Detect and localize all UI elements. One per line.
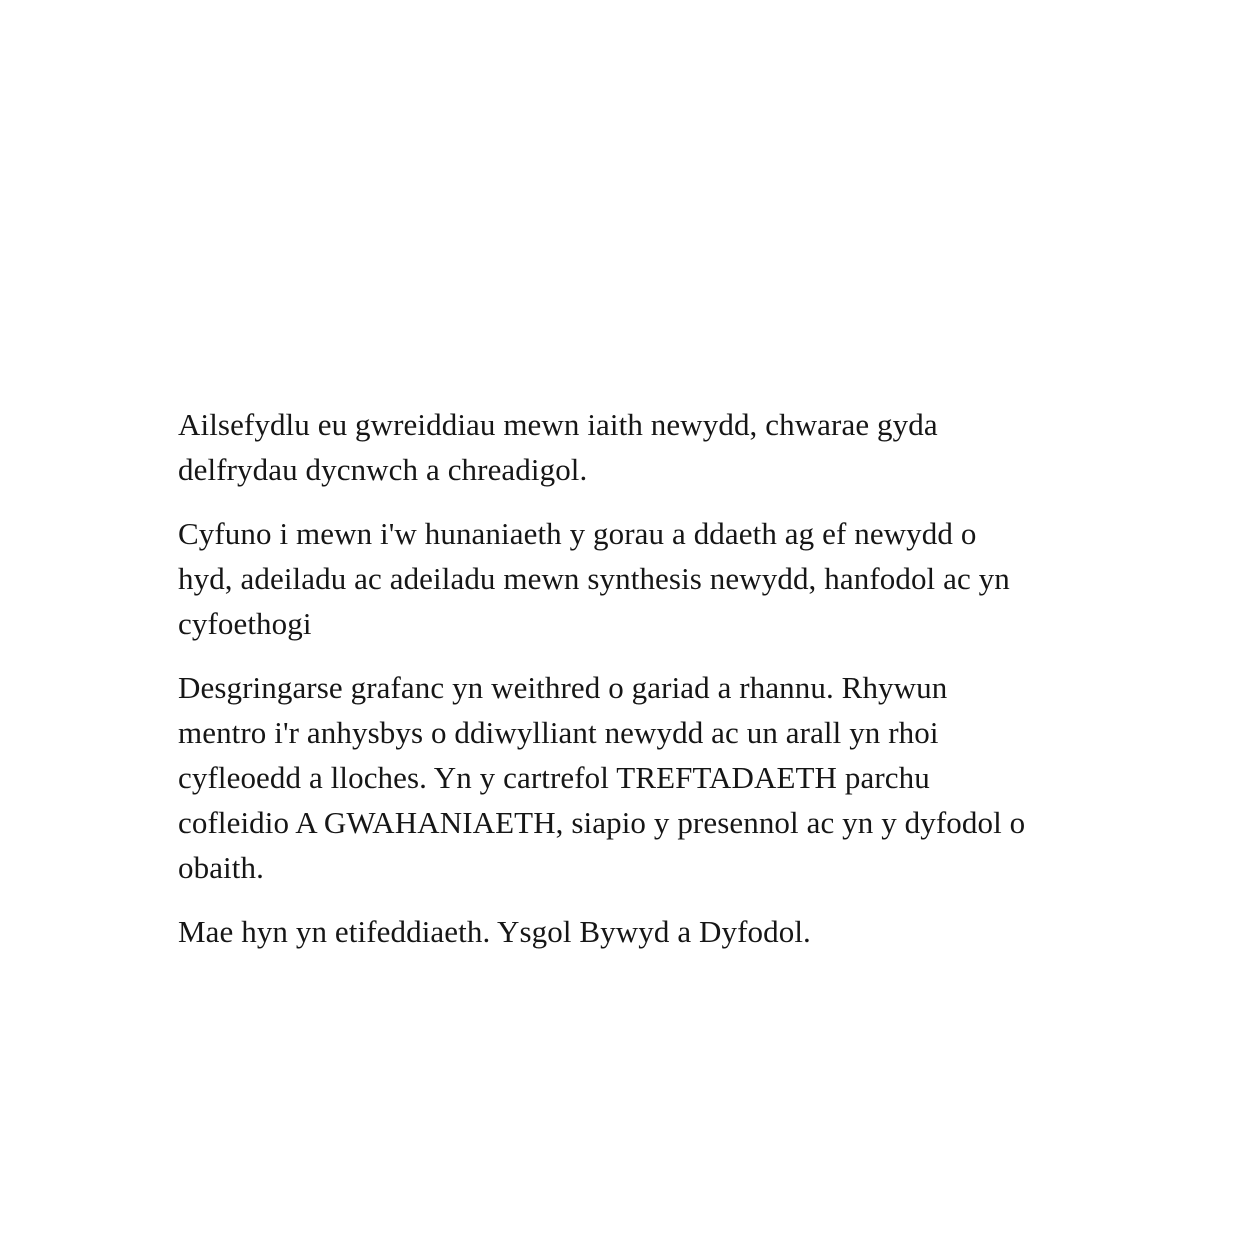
paragraph (178, 665, 1098, 890)
text-line: cyfoethogi (178, 606, 312, 641)
text-line: hyd, adeiladu ac adeiladu mewn synthesis newydd, hanfodol ac yn (178, 561, 1010, 596)
text-line: obaith. (178, 850, 264, 885)
paragraph (178, 402, 1098, 492)
text-line: cofleidio A GWAHANIAETH, siapio y presennol ac yn y dyfodol o (178, 805, 1026, 840)
text-line: Ailsefydlu eu gwreiddiau mewn iaith newydd, chwarae gyda (178, 407, 938, 442)
text-line: Mae hyn yn etifeddiaeth. Ysgol Bywyd a Dyfodol. (178, 914, 811, 949)
paragraph (178, 511, 1098, 646)
text-line: delfrydau dycnwch a chreadigol. (178, 452, 588, 487)
text-line: mentro i'r anhysbys o ddiwylliant newydd ac un arall yn rhoi (178, 715, 939, 750)
document-body (178, 402, 1098, 954)
text-line: cyfleoedd a lloches. Yn y cartrefol TREFTADAETH parchu (178, 760, 930, 795)
paragraph (178, 909, 1098, 954)
text-line: Desgringarse grafanc yn weithred o gariad a rhannu. Rhywun (178, 670, 948, 705)
text-line: Cyfuno i mewn i'w hunaniaeth y gorau a ddaeth ag ef newydd o (178, 516, 977, 551)
